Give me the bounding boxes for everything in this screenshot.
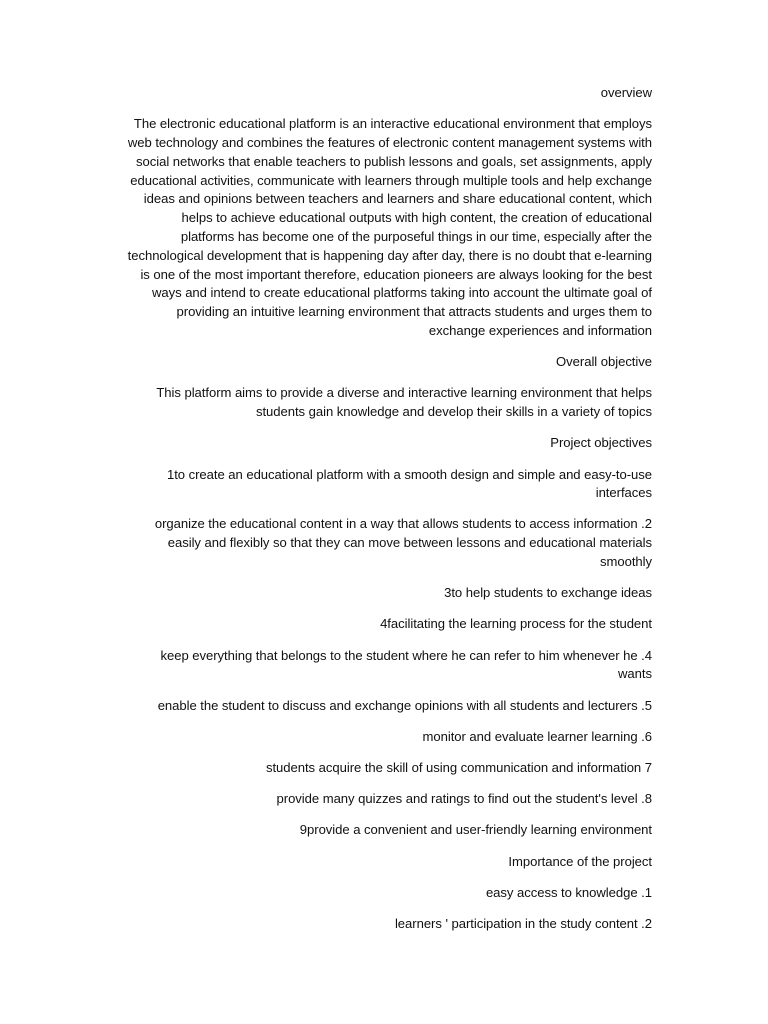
objective-2: [112, 515, 652, 571]
importance-2: [112, 915, 652, 934]
text-line: platforms has become one of the purposeful things in our time, especially after the: [180, 228, 652, 244]
text-line: smoothly: [600, 554, 652, 570]
heading-overview: [112, 84, 652, 103]
importance-1: [112, 884, 652, 903]
text-line: interfaces: [595, 485, 652, 501]
objective-1: [112, 466, 652, 504]
text-line: learners ' participation in the study content .2: [394, 915, 652, 931]
text-line: technological development that is happening day after day, there is no doubt that e-learning: [127, 247, 652, 263]
objective-6: [112, 728, 652, 747]
text-line: keep everything that belongs to the student where he can refer to him whenever he .4: [160, 647, 652, 663]
overview-paragraph: [112, 115, 652, 341]
text-line: 9provide a convenient and user-friendly learning environment: [299, 822, 652, 838]
document-page: [112, 84, 652, 946]
heading-importance: [112, 853, 652, 872]
overall-objective-paragraph: [112, 384, 652, 422]
text-line: is one of the most important therefore, education pioneers are always looking for the best: [140, 266, 652, 282]
text-line: students acquire the skill of using communication and information 7: [265, 760, 652, 775]
objective-4b: [112, 647, 652, 685]
text-line: organize the educational content in a way that allows students to access information .2: [154, 516, 652, 532]
text-line: educational activities, communicate with learners through multiple tools and help exchange: [130, 172, 652, 188]
text-line: students gain knowledge and develop their skills in a variety of topics: [255, 404, 652, 420]
text-line: enable the student to discuss and exchange opinions with all students and lecturers .5: [157, 697, 652, 713]
text-line: overview: [600, 85, 652, 100]
text-line: ideas and opinions between teachers and learners and share educational content, which: [143, 191, 652, 207]
text-line: provide many quizzes and ratings to find out the student's level .8: [276, 791, 652, 807]
objective-7: [112, 759, 652, 778]
text-line: monitor and evaluate learner learning .6: [422, 728, 652, 744]
text-line: social networks that enable teachers to publish lessons and goals, set assignments, apply: [136, 153, 652, 169]
text-line: web technology and combines the features of electronic content management systems with: [127, 134, 652, 150]
text-line: Project objectives: [550, 435, 652, 451]
text-line: 3to help students to exchange ideas: [444, 585, 652, 601]
text-line: This platform aims to provide a diverse and interactive learning environment that helps: [156, 385, 652, 401]
objective-4: [112, 615, 652, 634]
objective-5: [112, 697, 652, 716]
objective-8: [112, 790, 652, 809]
text-line: Overall objective: [556, 354, 652, 370]
text-line: providing an intuitive learning environment that attracts students and urges them to: [176, 304, 652, 320]
text-line: helps to achieve educational outputs with high content, the creation of educational: [181, 210, 652, 226]
objective-3: [112, 584, 652, 603]
heading-overall-objective: [112, 353, 652, 372]
text-line: 1to create an educational platform with a smooth design and simple and easy-to-use: [166, 466, 652, 482]
text-line: 4facilitating the learning process for the student: [380, 616, 652, 632]
text-line: Importance of the project: [508, 853, 652, 869]
heading-project-objectives: [112, 434, 652, 453]
objective-9: [112, 821, 652, 840]
text-line: easy access to knowledge .1: [485, 884, 652, 900]
text-line: ways and intend to create educational platforms taking into account the ultimate goal of: [151, 285, 652, 301]
text-line: The electronic educational platform is an interactive educational environment that employs: [133, 116, 652, 132]
text-line: easily and flexibly so that they can move between lessons and educational materials: [167, 535, 652, 551]
text-line: exchange experiences and information: [428, 322, 652, 338]
text-line: wants: [618, 666, 652, 682]
